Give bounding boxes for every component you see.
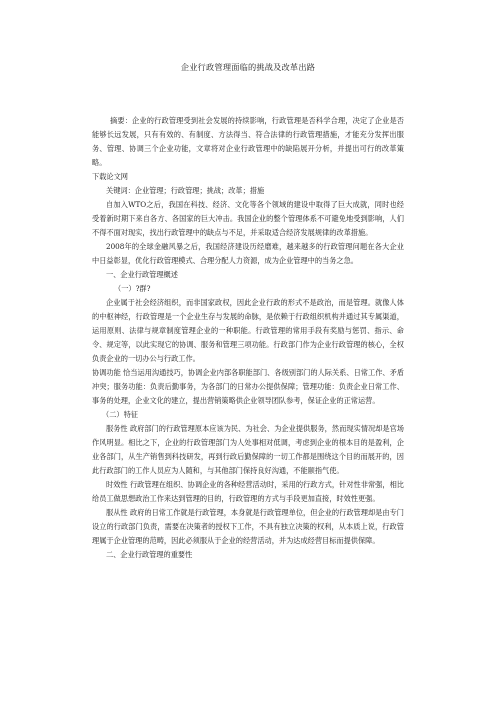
keywords-line: 关键词：企业管理；行政管理；挑战；改革；措施 [106,186,265,195]
paragraph-timeliness: 时效性 行政管理在组织、协调企业的各种经营活动时，采用的行政方式，针对性非常强，相比给员工做思想政治工作来达到管理的目的，行政管理的方式与手段更加直接，时效性更强。 [92,480,404,503]
section-heading-1: 一、企业行政管理概述 [106,270,178,279]
section-heading-2: 二、企业行政管理的重要性 [106,550,193,559]
abstract-paragraph: 摘要：企业的行政管理受到社会发展的持续影响，行政管理是否科学合理，决定了企业是否能够长远发展，只有有效的、有制度、方法得当、符合法律的行政管理措施，才能充分发挥出服务、管理、协调三个企业功能，文章将对企业行政管理中的缺陷展开分析，并提出可行的改革策略。 [92,116,404,167]
intro-paragraph-2: 2008年的全球金融风暴之后，我国经济建设历经磨难，越来越多的行政管理问题在各大企业中日益彰显，优化行政管理模式、合理分配人力资源，成为企业管理中的当务之急。 [92,242,404,265]
download-link-text[interactable]: 下载论文网 [92,172,128,181]
subsection-heading-1-1: （一）?群? [114,284,151,293]
intro-paragraph-1: 自加入WTO之后，我国在科技、经济、文化等各个领域的建设中取得了巨大成就，同时也经受着新时期下来自各方、各国家的巨大冲击。我国企业的整个管理体系不可避免地受到影响，人们不得不面对现实，找出行政管理中的缺点与不足，并采取适合经济发展规律的改革措施。 [92,200,404,237]
paragraph-obedience: 服从性 政府的日常工作就是行政管理，本身就是行政管理单位，但企业的行政管理却是由专门设立的行政部门负责，需要在决策者的授权下工作，不具有独立决策的权利，从本质上说，行政管理属于企业管理的范畴，因此必须服从于企业的经营活动，并为达成经营目标而提供保障。 [92,508,404,545]
subsection-heading-1-2: （二）特征 [102,410,138,419]
paragraph-service: 服务性 政府部门的行政管理原本应该为民、为社会、为企业提供服务，然而现实情况却是官场作风明显。相比之下，企业的行政管理部门为人处事相对低调，考虑到企业的根本目的是盈利，企业各部门，从生产销售到科技研发，再到行政后勤保障的一切工作都是围绕这个目的而展开的，因此行政部门的工作人员应为人随和，与其他部门保持良好沟通，不能颐指气使。 [92,424,404,475]
document-title: 企业行政管理面临的挑战及改革出路 [180,62,316,72]
paragraph-definition: 企业属于社会经济组织，而非国家政权，因此企业行政的形式不是政治，而是管理。就像人体的中枢神经，行政管理是一个企业生存与发展的命脉，是依赖于行政组织机构并通过其专属渠道，运用原则、法律与规章制度管理企业的一种职能。行政管理的常用手段有奖励与惩罚、指示、命令、规定等，以此实现它的协调、服务和管理三项功能。行政部门作为企业行政管理的核心，全权负责企业的一切办公与行政工作。 [92,298,404,363]
paragraph-functions: 协调功能 恰当运用沟通技巧，协调企业内部各职能部门、各级别部门的人际关系、日常工作、矛盾冲突；服务功能：负责后勤事务，为各部门的日常办公提供保障；管理功能：负责企业日常工作、事务的处理，企业文化的建立，提出营销策略供企业领导团队参考，保证企业的正常运营。 [92,368,404,405]
